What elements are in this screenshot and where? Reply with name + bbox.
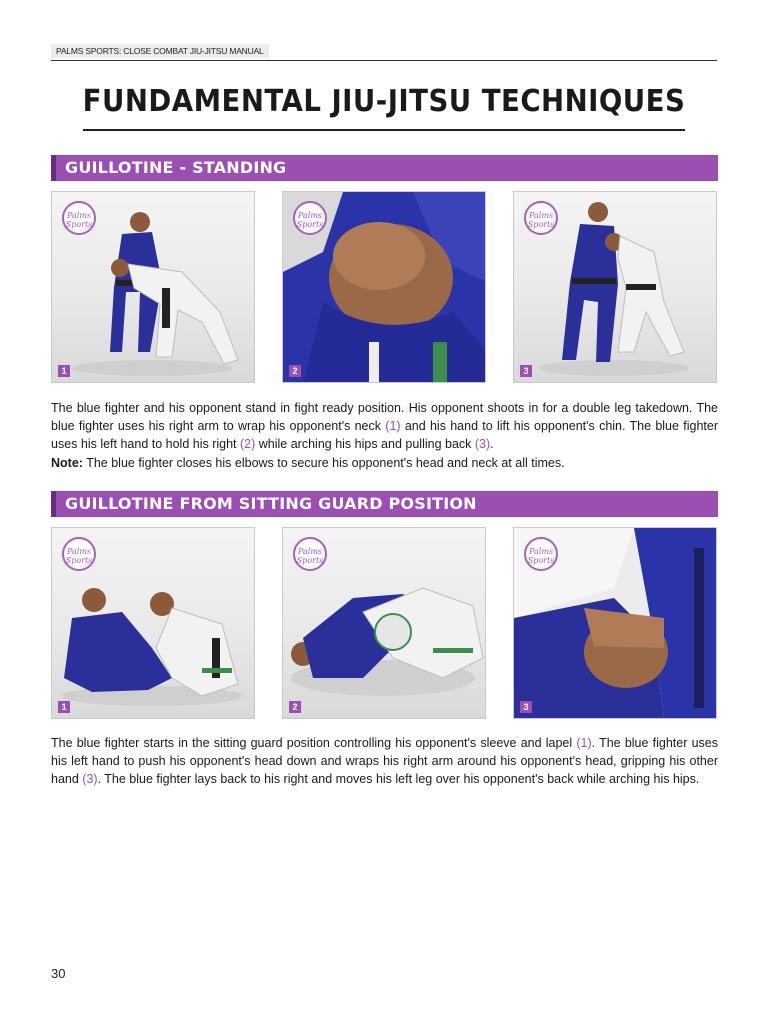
step-reference: (1) bbox=[576, 736, 592, 750]
text-run: and his hand to lift his opponent's chin. The blue fighter uses his left hand to hold his right bbox=[51, 419, 718, 452]
text-run: The blue fighter and his opponent stand in fight ready position. His opponent shoots in for a double leg takedown. The blue fighter uses his right arm to wrap his opponent's neck bbox=[51, 401, 718, 434]
photo-standing-3 bbox=[513, 191, 717, 383]
section-heading-guillotine-standing: GUILLOTINE - STANDING bbox=[51, 155, 718, 181]
brand-logo: Palms Sports bbox=[293, 537, 327, 571]
brand-logo: Palms Sports bbox=[524, 537, 558, 571]
photo-sitting-guard-2 bbox=[282, 527, 486, 719]
step-reference: (3) bbox=[474, 437, 491, 452]
page-title: FUNDAMENTAL JIU-JITSU TECHNIQUES bbox=[82, 84, 686, 119]
step-number-badge: 1 bbox=[58, 701, 70, 713]
photo-sitting-guard-1 bbox=[51, 527, 255, 719]
text-run: The blue fighter starts in the sitting guard position controlling his opponent's sleeve and lapel bbox=[51, 736, 577, 750]
step-reference: (2) bbox=[240, 437, 256, 452]
step-reference: (3) bbox=[82, 772, 98, 787]
step-number-badge: 2 bbox=[289, 701, 301, 713]
running-head: PALMS SPORTS: CLOSE COMBAT JIU-JITSU MANUAL bbox=[51, 44, 269, 58]
text-run: . The blue fighter uses his left hand to push his opponent's head down and wraps his right arm around his opponent's head, gripping his other hand bbox=[51, 736, 718, 787]
page-number: 30 bbox=[51, 966, 66, 981]
photo-standing-2 bbox=[282, 191, 486, 383]
header-rule bbox=[51, 60, 717, 61]
step-reference: (1) bbox=[385, 419, 401, 434]
note-label: Note: bbox=[51, 455, 83, 470]
note-text: The blue fighter closes his elbows to secure his opponent's head and neck at all times. bbox=[82, 455, 565, 470]
text-run: . bbox=[490, 437, 494, 452]
step-number-badge: 3 bbox=[520, 365, 532, 377]
section-1-description bbox=[51, 399, 718, 472]
step-number-badge: 2 bbox=[289, 365, 301, 377]
section-heading-guillotine-sitting-guard: GUILLOTINE FROM SITTING GUARD POSITION bbox=[51, 491, 718, 517]
photo-sitting-guard-3 bbox=[513, 527, 717, 719]
text-run: while arching his hips and pulling back bbox=[255, 437, 475, 452]
brand-logo: Palms Sports bbox=[524, 201, 558, 235]
photo-standing-1 bbox=[51, 191, 255, 383]
brand-logo: Palms Sports bbox=[293, 201, 327, 235]
step-number-badge: 1 bbox=[58, 365, 70, 377]
brand-logo: Palms Sports bbox=[62, 537, 96, 571]
section-2-description bbox=[51, 734, 718, 789]
step-number-badge: 3 bbox=[520, 701, 532, 713]
title-rule bbox=[83, 129, 685, 131]
brand-logo: Palms Sports bbox=[62, 201, 96, 235]
text-run: . The blue fighter lays back to his right and moves his left leg over his opponent's back while arching his hips. bbox=[97, 772, 700, 787]
